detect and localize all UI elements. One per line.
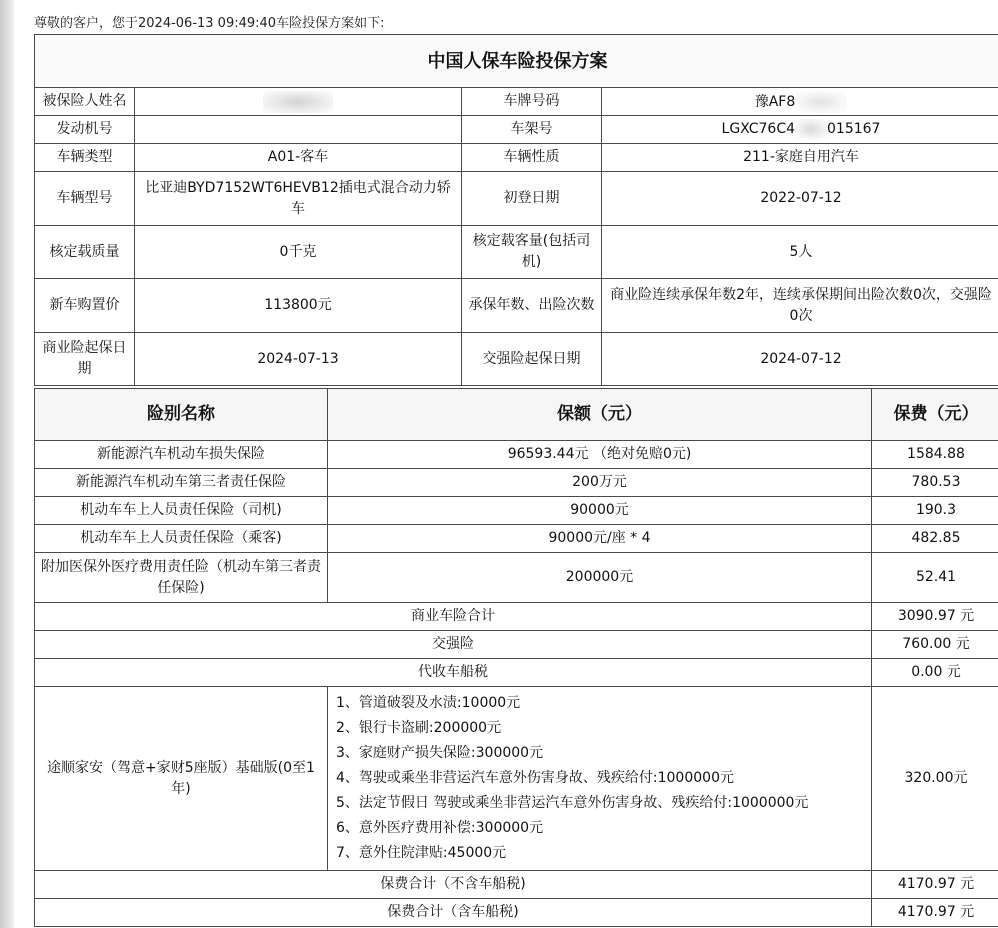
total-excl-tax-row bbox=[35, 871, 998, 899]
first-reg-label: 初登日期 bbox=[462, 172, 602, 226]
benefit-item: 5、法定节假日 驾驶或乘坐非营运汽车意外伤害身故、残疾给付:1000000元 bbox=[336, 795, 809, 811]
benefit-item: 1、管道破裂及水渍:10000元 bbox=[336, 695, 521, 711]
coverage-name: 新能源汽车机动车第三者责任保险 bbox=[35, 469, 328, 497]
benefit-item: 3、家庭财产损失保险:300000元 bbox=[336, 745, 544, 761]
benefit-item: 2、银行卡盗刷:200000元 bbox=[336, 720, 502, 736]
package-name: 途顺家安（驾意+家财5座版）基础版(0至1年) bbox=[35, 687, 328, 871]
price-value: 113800元 bbox=[135, 279, 462, 333]
total-incl-tax-value: 4170.97 元 bbox=[872, 899, 998, 927]
commercial-total-value: 3090.97 元 bbox=[872, 603, 998, 631]
seats-label: 核定载客量(包括司机) bbox=[462, 226, 602, 279]
coverage-premium: 52.41 bbox=[872, 553, 998, 603]
coverage-amount: 90000元 bbox=[328, 497, 872, 525]
redacted-vin-blur bbox=[795, 119, 827, 139]
total-excl-tax-value: 4170.97 元 bbox=[872, 871, 998, 899]
years-value: 商业险连续承保年数2年，连续承保期间出险次数0次，交强险0次 bbox=[602, 279, 998, 333]
redacted-name-blur bbox=[263, 91, 333, 113]
redacted-plate-blur bbox=[795, 91, 847, 113]
commercial-total-row bbox=[35, 603, 998, 631]
engine-label: 发动机号 bbox=[35, 116, 135, 144]
first-reg-value: 2022-07-12 bbox=[602, 172, 998, 226]
commercial-start-label: 商业险起保日期 bbox=[35, 333, 135, 386]
vin-value: LGXC76C4 015167 bbox=[602, 116, 998, 144]
table-row bbox=[35, 469, 998, 497]
vehicle-info-table bbox=[34, 34, 998, 386]
coverage-name: 附加医保外医疗费用责任险（机动车第三者责任保险) bbox=[35, 553, 328, 603]
price-label: 新车购置价 bbox=[35, 279, 135, 333]
table-row bbox=[35, 525, 998, 553]
package-row bbox=[35, 687, 998, 871]
compulsory-row bbox=[35, 631, 998, 659]
commercial-total-label: 商业车险合计 bbox=[35, 603, 872, 631]
insured-name-value bbox=[135, 88, 462, 116]
benefit-item: 7、意外住院津贴:45000元 bbox=[336, 845, 507, 861]
compulsory-start-label: 交强险起保日期 bbox=[462, 333, 602, 386]
vehicle-type-value: A01-客车 bbox=[135, 144, 462, 172]
left-window-shadow bbox=[0, 0, 14, 928]
total-incl-tax-row bbox=[35, 899, 998, 927]
commercial-start-value: 2024-07-13 bbox=[135, 333, 462, 386]
coverage-amount: 200000元 bbox=[328, 553, 872, 603]
coverage-table bbox=[34, 388, 998, 927]
compulsory-start-value: 2024-07-12 bbox=[602, 333, 998, 386]
model-value: 比亚迪BYD7152WT6HEVB12插电式混合动力轿车 bbox=[135, 172, 462, 226]
load-label: 核定载质量 bbox=[35, 226, 135, 279]
coverage-amount: 96593.44元 （绝对免赔0元) bbox=[328, 441, 872, 469]
total-excl-tax-label: 保费合计（不含车船税) bbox=[35, 871, 872, 899]
coverage-amount: 200万元 bbox=[328, 469, 872, 497]
vehicle-type-label: 车辆类型 bbox=[35, 144, 135, 172]
coverage-name: 机动车车上人员责任保险（乘客) bbox=[35, 525, 328, 553]
package-benefits bbox=[328, 687, 872, 871]
benefit-item: 6、意外医疗费用补偿:300000元 bbox=[336, 820, 544, 836]
coverage-premium: 1584.88 bbox=[872, 441, 998, 469]
vessel-tax-value: 0.00 元 bbox=[872, 659, 998, 687]
vehicle-nature-label: 车辆性质 bbox=[462, 144, 602, 172]
vessel-tax-label: 代收车船税 bbox=[35, 659, 872, 687]
vin-label: 车架号 bbox=[462, 116, 602, 144]
total-incl-tax-label: 保费合计（含车船税) bbox=[35, 899, 872, 927]
vessel-tax-row bbox=[35, 659, 998, 687]
plan-title: 中国人保车险投保方案 bbox=[35, 35, 998, 88]
plate-value: 豫AF8 bbox=[602, 88, 998, 116]
seats-value: 5人 bbox=[602, 226, 998, 279]
coverage-premium: 780.53 bbox=[872, 469, 998, 497]
coverage-amount: 90000元/座 * 4 bbox=[328, 525, 872, 553]
table-row bbox=[35, 553, 998, 603]
insured-name-label: 被保险人姓名 bbox=[35, 88, 135, 116]
compulsory-value: 760.00 元 bbox=[872, 631, 998, 659]
coverage-premium: 190.3 bbox=[872, 497, 998, 525]
coverage-name: 新能源汽车机动车损失保险 bbox=[35, 441, 328, 469]
years-label: 承保年数、出险次数 bbox=[462, 279, 602, 333]
package-premium: 320.00元 bbox=[872, 687, 998, 871]
load-value: 0千克 bbox=[135, 226, 462, 279]
greeting-text: 尊敬的客户，您于2024-06-13 09:49:40车险投保方案如下: bbox=[34, 16, 385, 31]
header-coverage-amount: 保额（元） bbox=[328, 389, 872, 441]
engine-value bbox=[135, 116, 462, 144]
header-coverage-premium: 保费（元） bbox=[872, 389, 998, 441]
coverage-premium: 482.85 bbox=[872, 525, 998, 553]
benefit-item: 4、驾驶或乘坐非营运汽车意外伤害身故、残疾给付:1000000元 bbox=[336, 770, 734, 786]
table-row bbox=[35, 497, 998, 525]
model-label: 车辆型号 bbox=[35, 172, 135, 226]
compulsory-label: 交强险 bbox=[35, 631, 872, 659]
plate-label: 车牌号码 bbox=[462, 88, 602, 116]
header-coverage-name: 险别名称 bbox=[35, 389, 328, 441]
coverage-name: 机动车车上人员责任保险（司机) bbox=[35, 497, 328, 525]
table-row bbox=[35, 441, 998, 469]
vehicle-nature-value: 211-家庭自用汽车 bbox=[602, 144, 998, 172]
